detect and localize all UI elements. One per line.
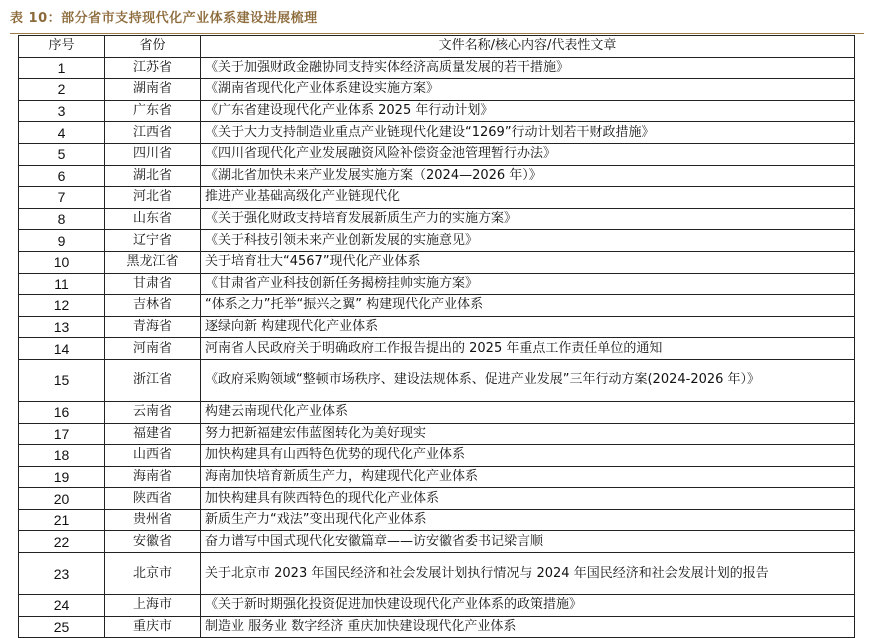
row-province: 四川省 xyxy=(105,143,201,165)
table-row xyxy=(19,466,855,488)
row-province: 山西省 xyxy=(105,445,201,467)
row-document: 关于北京市 2023 年国民经济和社会发展计划执行情况与 2024 年国民经济和社会发展计划的报告 xyxy=(201,553,855,595)
header-doc: 文件名称/核心内容/代表性文章 xyxy=(201,36,855,58)
row-document: 努力把新福建宏伟蓝图转化为美好现实 xyxy=(201,423,855,445)
row-document: 海南加快培育新质生产力，构建现代化产业体系 xyxy=(201,466,855,488)
row-document: 《关于科技引领未来产业创新发展的实施意见》 xyxy=(201,230,855,252)
row-province: 海南省 xyxy=(105,466,201,488)
row-number: 25 xyxy=(19,616,105,638)
row-number: 13 xyxy=(19,316,105,338)
table-row xyxy=(19,445,855,467)
row-province: 上海市 xyxy=(105,595,201,617)
row-document: 加快构建具有陕西特色的现代化产业体系 xyxy=(201,488,855,510)
row-document: 《湖南省现代化产业体系建设实施方案》 xyxy=(201,79,855,101)
row-document: 《广东省建设现代化产业体系 2025 年行动计划》 xyxy=(201,100,855,122)
row-province: 山东省 xyxy=(105,208,201,230)
row-number: 10 xyxy=(19,251,105,273)
row-province: 河北省 xyxy=(105,187,201,209)
row-province: 广东省 xyxy=(105,100,201,122)
row-document: 制造业 服务业 数字经济 重庆加快建设现代化产业体系 xyxy=(201,616,855,638)
row-number: 20 xyxy=(19,488,105,510)
row-number: 17 xyxy=(19,423,105,445)
row-province: 云南省 xyxy=(105,401,201,423)
row-province: 江西省 xyxy=(105,122,201,144)
row-province: 甘肃省 xyxy=(105,273,201,295)
table-row xyxy=(19,423,855,445)
row-province: 吉林省 xyxy=(105,295,201,317)
table-row xyxy=(19,595,855,617)
row-number: 7 xyxy=(19,187,105,209)
row-document: 《关于新时期强化投资促进加快建设现代化产业体系的政策措施》 xyxy=(201,595,855,617)
table-row xyxy=(19,165,855,187)
row-number: 1 xyxy=(19,57,105,79)
row-document: 关于培育壮大“4567”现代化产业体系 xyxy=(201,251,855,273)
row-document: 加快构建具有山西特色优势的现代化产业体系 xyxy=(201,445,855,467)
row-province: 贵州省 xyxy=(105,509,201,531)
row-province: 福建省 xyxy=(105,423,201,445)
row-document: 河南省人民政府关于明确政府工作报告提出的 2025 年重点工作责任单位的通知 xyxy=(201,338,855,360)
row-document: 《甘肃省产业科技创新任务揭榜挂帅实施方案》 xyxy=(201,273,855,295)
row-number: 9 xyxy=(19,230,105,252)
table-row xyxy=(19,230,855,252)
row-number: 3 xyxy=(19,100,105,122)
row-province: 黑龙江省 xyxy=(105,251,201,273)
row-number: 18 xyxy=(19,445,105,467)
header-no: 序号 xyxy=(19,36,105,58)
row-province: 河南省 xyxy=(105,338,201,360)
row-document: 《关于加强财政金融协同支持实体经济高质量发展的若干措施》 xyxy=(201,57,855,79)
row-number: 4 xyxy=(19,122,105,144)
row-number: 22 xyxy=(19,531,105,553)
row-document: 《湖北省加快未来产业发展实施方案（2024—2026 年）》 xyxy=(201,165,855,187)
row-province: 北京市 xyxy=(105,553,201,595)
row-province: 辽宁省 xyxy=(105,230,201,252)
row-number: 15 xyxy=(19,359,105,401)
header-row xyxy=(19,36,855,58)
table-row xyxy=(19,509,855,531)
row-document: 《四川省现代化产业发展融资风险补偿资金池管理暂行办法》 xyxy=(201,143,855,165)
row-document: “体系之力”托举“振兴之翼” 构建现代化产业体系 xyxy=(201,295,855,317)
row-document: 《关于大力支持制造业重点产业链现代化建设“1269”行动计划若干财政措施》 xyxy=(201,122,855,144)
row-number: 11 xyxy=(19,273,105,295)
row-number: 6 xyxy=(19,165,105,187)
table-row xyxy=(19,531,855,553)
row-number: 19 xyxy=(19,466,105,488)
row-number: 2 xyxy=(19,79,105,101)
row-document: 《关于强化财政支持培育发展新质生产力的实施方案》 xyxy=(201,208,855,230)
row-province: 江苏省 xyxy=(105,57,201,79)
row-document: 奋力谱写中国式现代化安徽篇章——访安徽省委书记梁言顺 xyxy=(201,531,855,553)
table-row xyxy=(19,100,855,122)
row-number: 16 xyxy=(19,401,105,423)
row-document: 新质生产力“戏法”变出现代化产业体系 xyxy=(201,509,855,531)
row-number: 24 xyxy=(19,595,105,617)
table-row xyxy=(19,251,855,273)
row-province: 湖北省 xyxy=(105,165,201,187)
row-number: 23 xyxy=(19,553,105,595)
data-table xyxy=(18,35,855,638)
row-document: 逐绿向新 构建现代化产业体系 xyxy=(201,316,855,338)
table-row xyxy=(19,208,855,230)
table-row xyxy=(19,401,855,423)
table-row xyxy=(19,553,855,595)
row-document: 《政府采购领域“整顿市场秩序、建设法规体系、促进产业发展”三年行动方案(2024-2026 年）》 xyxy=(201,359,855,401)
table-row xyxy=(19,616,855,638)
table-row xyxy=(19,122,855,144)
table-row xyxy=(19,295,855,317)
row-number: 12 xyxy=(19,295,105,317)
row-province: 安徽省 xyxy=(105,531,201,553)
table-row xyxy=(19,316,855,338)
table-row xyxy=(19,338,855,360)
table-row xyxy=(19,273,855,295)
row-province: 青海省 xyxy=(105,316,201,338)
header-province: 省份 xyxy=(105,36,201,58)
row-document: 推进产业基础高级化产业链现代化 xyxy=(201,187,855,209)
table-row xyxy=(19,359,855,401)
row-number: 14 xyxy=(19,338,105,360)
table-row xyxy=(19,187,855,209)
row-province: 浙江省 xyxy=(105,359,201,401)
row-number: 8 xyxy=(19,208,105,230)
row-province: 重庆市 xyxy=(105,616,201,638)
table-row xyxy=(19,488,855,510)
title-rule xyxy=(10,33,864,34)
table-row xyxy=(19,143,855,165)
row-number: 21 xyxy=(19,509,105,531)
table-row xyxy=(19,79,855,101)
row-province: 湖南省 xyxy=(105,79,201,101)
row-province: 陕西省 xyxy=(105,488,201,510)
row-number: 5 xyxy=(19,143,105,165)
row-document: 构建云南现代化产业体系 xyxy=(201,401,855,423)
table-title: 表 10：部分省市支持现代化产业体系建设进展梳理 xyxy=(10,11,318,26)
table-row xyxy=(19,57,855,79)
